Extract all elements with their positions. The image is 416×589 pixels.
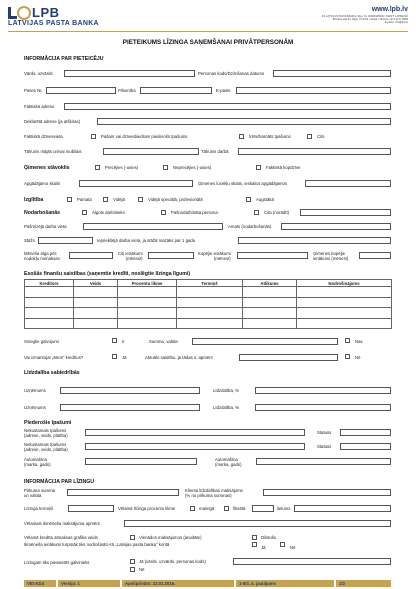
rate-floating-label: mainīgā <box>199 506 215 511</box>
rate-fixed-label: fiksētā <box>233 506 246 511</box>
family-income-line1: Ģimenes kopējie <box>313 251 346 256</box>
table-cell[interactable] <box>177 297 243 308</box>
unmarried-label: Neprecējies (-usies) <box>173 165 212 170</box>
table-cell[interactable] <box>177 318 243 329</box>
salary-field[interactable] <box>69 252 113 259</box>
employer-field[interactable] <box>83 223 223 230</box>
obligations-heading: Esošās finanšu saistības (saņemtie kredīti, noslēgtie līzinga līgumi) <box>24 271 191 277</box>
col-term: Termiņš <box>177 280 243 287</box>
logo-letters: LPB <box>32 5 60 20</box>
real-estate-label-2 <box>24 442 68 452</box>
guarantor-yes-label: Ir <box>122 339 125 344</box>
self-employed-checkbox[interactable] <box>161 210 166 215</box>
car-label-1 <box>24 457 51 467</box>
dependents-field[interactable] <box>79 180 193 187</box>
table-row[interactable] <box>25 297 392 308</box>
guarantors-no-label: Nē <box>139 567 145 572</box>
table-cell[interactable] <box>297 297 392 308</box>
obligations-table <box>24 279 392 329</box>
schedule-decreasing-checkbox[interactable] <box>252 535 257 540</box>
col-rate: Procentu likme <box>118 280 177 287</box>
guarantors-yes-label: Jā (vārds, uzvārds, personas kods) <box>139 559 206 564</box>
amount-line1: Pirkuma summa <box>24 488 56 493</box>
schedule-decreasing-label: Dilstošs <box>261 535 277 540</box>
fast-credit-label: Vai izmantojat „ātros" kredītus? <box>24 355 84 360</box>
car-line1: Automašīna <box>215 457 238 462</box>
leasing-heading: INFORMĀCIJA PAR LĪZINGU <box>24 479 95 485</box>
rate-fixed-field[interactable] <box>252 505 274 512</box>
company-line: AS LATVIJAS PASTA BANKA | Reģ. Nr. 40003105691 | SWIFT: LAPBLV2X <box>321 15 408 18</box>
total-income-label <box>198 251 231 261</box>
employment-label: Nodarbošanās <box>24 210 61 216</box>
table-cell[interactable] <box>177 308 243 319</box>
schedule-label: Vēlamā kredīta atmaksas grafika veids <box>24 535 98 540</box>
current-obligations-field[interactable] <box>239 354 338 361</box>
name-field[interactable] <box>64 70 195 77</box>
applicant-heading: INFORMĀCIJA PAR PIETEICĒJU <box>24 56 104 62</box>
previous-employer-label: Iepriekšējā darba vieta, ja stāžā mazāks par 1 gadu <box>97 238 196 243</box>
residence-label: Faktiskā dzīvesvieta <box>24 134 63 139</box>
position-label: Amats (nodarbošanās) <box>228 224 272 229</box>
previous-employer-field[interactable] <box>238 237 391 244</box>
share-label-1: Līdzdalība, % <box>213 388 240 393</box>
table-cell[interactable] <box>297 308 392 319</box>
employee-label: Algots darbinieks <box>92 210 125 215</box>
car-line2: (marka, gads) <box>24 462 51 467</box>
company-label-2: Uzņēmums <box>24 405 46 410</box>
car-field-2[interactable] <box>256 458 391 465</box>
personal-code-field[interactable] <box>273 70 391 77</box>
other-employment-label: Cita (norādīt) <box>264 210 290 215</box>
schedule-equal-label: Vienādos maksājumos (anuitāte) <box>139 535 202 540</box>
rate-size-label: lielums <box>277 506 291 511</box>
down-payment-field[interactable] <box>263 489 391 496</box>
own-property-checkbox[interactable] <box>91 134 96 139</box>
real-estate-line2: (adrese, veids, platība) <box>24 447 68 452</box>
status-field-1[interactable] <box>340 429 391 436</box>
footer-approved: Apstiprināts: 22.01.2015. <box>122 580 234 587</box>
table-cell[interactable] <box>243 318 297 329</box>
salary-label <box>24 251 60 261</box>
header-divider <box>8 31 408 32</box>
email-line: E-pasts: info@lpb.lv <box>384 21 408 24</box>
table-cell[interactable] <box>25 287 74 298</box>
fast-credit-yes-checkbox[interactable] <box>112 354 117 359</box>
footer-version: Versija: 1 <box>58 580 120 587</box>
total-income-line2: (mēnesī) <box>213 256 231 261</box>
family-income-line2: ienākumi (mēnesī) <box>313 256 349 261</box>
married-label: Precējies (-usies) <box>105 165 139 170</box>
other-income-label <box>118 251 143 261</box>
self-employed-label: Pašnodarbināta persona <box>171 210 218 215</box>
family-income-field[interactable] <box>359 252 391 259</box>
income-transfer-yes-label: Jā <box>261 545 266 550</box>
participation-heading: Līdzdalība sabiedrībās <box>24 370 80 376</box>
own-property-label: Pašam vai dzīvesbiedram piederošs īpašums <box>101 134 188 139</box>
status-label-2: Statuss <box>317 444 332 449</box>
table-cell[interactable] <box>25 297 74 308</box>
actual-address-field[interactable] <box>64 103 391 110</box>
form-title: PIETEIKUMS LĪZINGA SAŅEMŠANAI PRIVĀTPERSONĀM <box>122 39 294 46</box>
real-estate-field-1[interactable] <box>85 429 305 436</box>
real-estate-line2: (adrese, veids, platība) <box>24 433 68 438</box>
salary-label-line1: Mēneša alga pēc <box>24 251 57 256</box>
rate-size-field[interactable] <box>294 505 391 512</box>
salary-label-line2: nodokļu nomaksas <box>24 256 60 261</box>
table-cell[interactable] <box>74 318 118 329</box>
education-secondary-label: Vidējā <box>113 197 125 202</box>
share-field-1[interactable] <box>255 387 391 394</box>
amount-field[interactable] <box>67 489 179 496</box>
table-cell[interactable] <box>25 308 74 319</box>
guarantor-yes-checkbox[interactable] <box>112 338 117 343</box>
home-phone-label: Tālrunis mājās un/vai mobilais <box>24 149 82 154</box>
other-residence-checkbox[interactable] <box>307 134 312 139</box>
table-row[interactable] <box>25 308 392 319</box>
email-label: E-pasts <box>216 88 231 93</box>
col-type: Veids <box>74 280 118 287</box>
rate-floating-checkbox[interactable] <box>190 506 195 511</box>
education-higher-checkbox[interactable] <box>246 197 251 202</box>
other-employment-checkbox[interactable] <box>254 210 259 215</box>
table-cell[interactable] <box>118 297 177 308</box>
other-income-line1: Citi ienākumi <box>118 251 143 256</box>
company-field-1[interactable] <box>60 387 200 394</box>
address-line: Brīvības iela 54, Rīga, LV-1011, Latvija | Tālrunis +371 6777 9999 <box>332 18 408 21</box>
fast-credit-yes-label: Jā <box>122 355 127 360</box>
dependents-label: Apgādājamo skaits <box>24 181 61 186</box>
other-income-field[interactable] <box>148 252 194 259</box>
table-cell[interactable] <box>74 297 118 308</box>
guarantors-no-checkbox[interactable] <box>130 567 135 572</box>
table-cell[interactable] <box>243 308 297 319</box>
table-row[interactable] <box>25 287 392 298</box>
col-creditor: Kreditors <box>25 280 74 287</box>
guarantor-label: Sniegtie galvojumi <box>24 339 59 344</box>
education-vocational-checkbox[interactable] <box>138 197 143 202</box>
tenure-field[interactable] <box>38 237 93 244</box>
term-label: Līzinga termiņš <box>24 506 54 511</box>
car-label-2 <box>215 457 242 467</box>
unmarried-checkbox[interactable] <box>163 165 168 170</box>
passport-field[interactable] <box>46 87 116 94</box>
rented-checkbox[interactable] <box>239 134 244 139</box>
real-estate-line1: Nekustamais īpašums <box>24 442 67 447</box>
car-field-1[interactable] <box>85 458 197 465</box>
education-vocational-label: Vidējā speciālā, profesionālā <box>148 197 203 202</box>
footer-code: VEt KD4 <box>24 580 56 587</box>
family-income-label <box>313 251 348 261</box>
current-obligations-label: Aktuālo saistību, ja tādas ir, apmērs <box>145 355 213 360</box>
bank-logo <box>8 6 208 28</box>
employer-label: Pašreizējā darba vieta <box>24 224 67 229</box>
down-payment-line1: Klienta līdzdalības maksājums <box>185 488 243 493</box>
sum-currency-label: Summa, valūta <box>149 339 178 344</box>
schedule-equal-checkbox[interactable] <box>130 535 135 540</box>
rented-label: Īrēts/Nomāts īpašums <box>249 134 291 139</box>
header-contacts <box>322 6 408 24</box>
table-cell[interactable] <box>74 308 118 319</box>
website-link[interactable]: www.lpb.lv <box>371 6 408 13</box>
declared-address-label: Deklarētā adrese (ja atšķiras) <box>24 119 81 124</box>
tenure-label: Stāžs <box>24 238 35 243</box>
car-line2: (marka, gads) <box>215 462 242 467</box>
share-label-2: Līdzdalība, % <box>213 405 240 410</box>
guarantors-label: Līzingam tiks piesaistīts galvinieks <box>24 560 90 565</box>
status-field-2[interactable] <box>340 443 391 450</box>
term-field[interactable] <box>68 505 114 512</box>
other-employment-field[interactable] <box>300 209 391 216</box>
amount-line2: un valūta <box>24 493 42 498</box>
down-payment-line2: (% no pirkuma summas) <box>185 493 232 498</box>
income-transfer-no-label: Nē <box>290 545 296 550</box>
passport-label: Pases Nr. <box>24 88 43 93</box>
home-phone-field[interactable] <box>103 148 199 155</box>
work-phone-field[interactable] <box>238 148 391 155</box>
cohabiting-label: Faktiskā kopdzīve <box>266 165 301 170</box>
table-cell[interactable] <box>118 318 177 329</box>
real-estate-line1: Nekustamais īpašums <box>24 428 67 433</box>
education-secondary-checkbox[interactable] <box>103 197 108 202</box>
monthly-payment-label: Vēlamais ikmēneša maksājuma apmērs <box>24 521 100 526</box>
guarantors-details-field[interactable] <box>233 558 391 565</box>
education-higher-label: Augstākā <box>256 197 274 202</box>
guarantors-yes-checkbox[interactable] <box>130 559 135 564</box>
income-transfer-label: Ikmēneša ienākumi turpmāk tiks nodrošināti AS „Latvijas pasta banka" kontā <box>24 542 170 547</box>
rate-fixed-checkbox[interactable] <box>224 506 229 511</box>
family-members-field[interactable] <box>305 180 391 187</box>
education-label: Izglītība <box>24 197 44 203</box>
table-cell[interactable] <box>297 287 392 298</box>
company-label-1: Uzņēmums <box>24 388 46 393</box>
table-cell[interactable] <box>25 318 74 329</box>
footer-page: 1/2 <box>336 580 391 587</box>
education-basic-label: Pamata <box>77 197 92 202</box>
education-basic-checkbox[interactable] <box>67 197 72 202</box>
work-phone-label: Tālrunis darbā <box>201 149 229 154</box>
income-transfer-no-checkbox[interactable] <box>280 542 285 547</box>
guarantor-no-checkbox[interactable] <box>345 338 350 343</box>
property-heading: Piederošie īpašumi <box>24 420 72 426</box>
table-cell[interactable] <box>118 287 177 298</box>
col-collateral: Nodrošinājums <box>297 280 392 287</box>
guarantor-no-label: Nav <box>355 339 363 344</box>
income-transfer-yes-checkbox[interactable] <box>252 542 257 547</box>
table-cell[interactable] <box>177 287 243 298</box>
fast-credit-no-checkbox[interactable] <box>345 354 350 359</box>
cohabiting-checkbox[interactable] <box>256 165 261 170</box>
share-field-2[interactable] <box>255 404 391 411</box>
down-payment-label <box>185 488 243 498</box>
issued-field[interactable] <box>140 87 212 94</box>
total-income-line1: Kopējie ienākumi <box>198 251 231 256</box>
married-checkbox[interactable] <box>95 165 100 170</box>
status-label-1: Statuss <box>317 430 332 435</box>
name-label: Vārds, uzvārds <box>24 71 53 76</box>
issued-label: Pilsonība <box>118 88 136 93</box>
col-balance: Atlikums <box>243 280 297 287</box>
other-income-line2: (mēnesī) <box>125 256 143 261</box>
car-line1: Automašīna <box>24 457 47 462</box>
monthly-payment-field[interactable] <box>124 520 391 527</box>
company-field-2[interactable] <box>60 404 200 411</box>
declared-address-field[interactable] <box>97 118 391 125</box>
family-members-label: Ģimenes locekļu skaits, ieskaitot apgādājamos <box>198 181 288 186</box>
bank-name: LATVIJAS PASTA BANKA <box>8 20 99 27</box>
table-cell[interactable] <box>297 318 392 329</box>
fast-credit-no-label: Nē <box>355 355 361 360</box>
employee-checkbox[interactable] <box>82 210 87 215</box>
table-cell[interactable] <box>74 287 118 298</box>
real-estate-field-2[interactable] <box>85 443 305 450</box>
table-cell[interactable] <box>243 297 297 308</box>
table-row[interactable] <box>25 318 392 329</box>
other-residence-label: Cits <box>317 134 325 139</box>
email-field[interactable] <box>236 87 391 94</box>
actual-address-label: Faktiskā adrese <box>24 104 55 109</box>
table-cell[interactable] <box>243 287 297 298</box>
table-cell[interactable] <box>118 308 177 319</box>
total-income-field[interactable] <box>237 252 308 259</box>
position-field[interactable] <box>281 223 391 230</box>
personal-code-label: Personas kods/Dzimšanas datums <box>198 71 265 76</box>
rate-label: Vēlamā līzinga procentu likme <box>118 506 176 511</box>
amount-label <box>24 488 55 498</box>
obligations-header-row <box>25 280 392 287</box>
sum-currency-field[interactable] <box>192 338 338 345</box>
real-estate-label-1 <box>24 428 68 438</box>
footer-page-ref: 1-5/3, 4. jautājums <box>236 580 334 587</box>
family-status-label: Ģimenes stāvoklis <box>24 165 70 171</box>
